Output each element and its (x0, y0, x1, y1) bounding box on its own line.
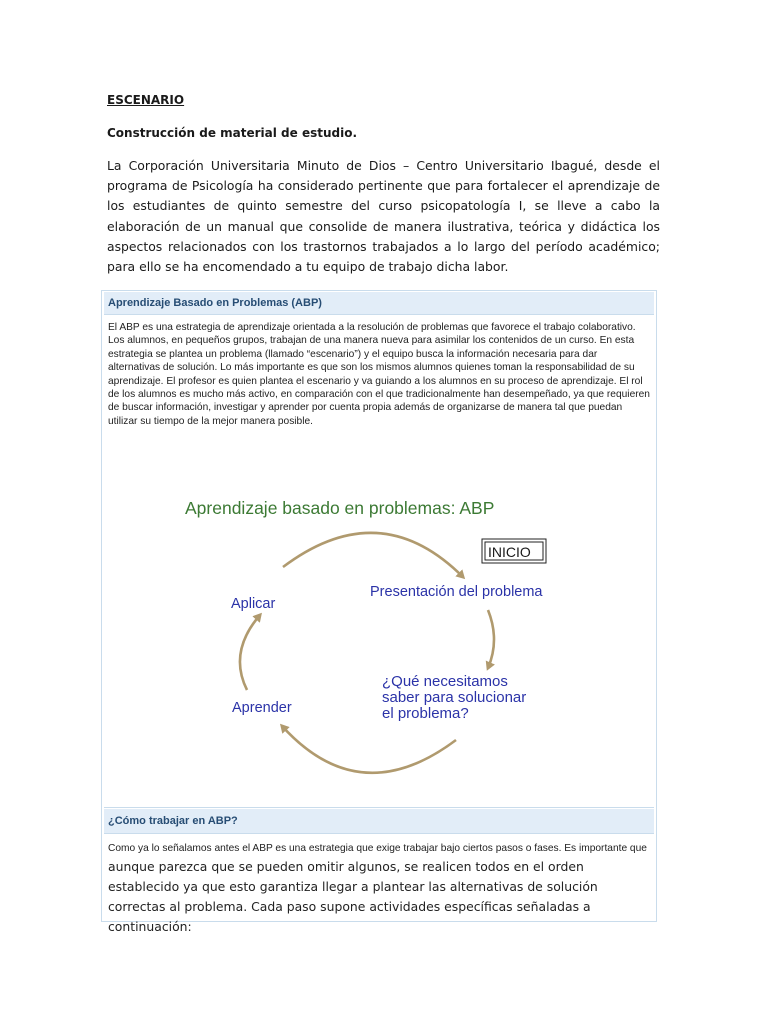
abp-section-header: Aprendizaje Basado en Problemas (ABP) (104, 292, 654, 315)
step-presentation: Presentación del problema (370, 584, 543, 600)
arrow-presentation-to-question (488, 610, 494, 668)
work-section-header: ¿Cómo trabajar en ABP? (104, 809, 654, 834)
step-learn: Aprender (232, 700, 292, 716)
arrow-question-to-learn (282, 726, 456, 773)
intro-paragraph: La Corporación Universitaria Minuto de Dios – Centro Universitario Ibagué, desde el programa de Psicología ha considerado pertinente que para fortalecer el aprendizaje de los estudiantes de quinto semestre del curso psicopatología I, se lleve a cabo la elaboración de un manual que consolide de manera ilustrativa, teórica y didáctica los aspectos relacionados con los trastornos trabajados a lo largo del período académico; para ello se ha encomendado a tu equipo de trabajo dicha labor. (107, 158, 660, 275)
step-apply: Aplicar (231, 596, 276, 612)
diagram-title: Aprendizaje basado en problemas: ABP (185, 498, 495, 518)
abp-section-body: El ABP es una estrategia de aprendizaje orientada a la resolución de problemas que favorece el trabajo colaborativo. Los alumnos, en pequeños grupos, trabajan de una manera nueva para asimilar los contenidos de un curso. En esta estrategia se plantea un problema (llamado “escenario”) y el equipo busca la información necesaria para dar alternativas de solución. Lo más importante es que son los mismos alumnos quienes toman la responsabilidad de su aprendizaje. El profesor es quien plantea el escenario y va guiando a los alumnos en su proceso de aprendizaje. El rol de los alumnos es mucho más activo, en comparación con el que tradicionalmente han desempeñado, ya que requieren de buscar información, investigar y aprender por cuenta propia además de organizarse de manera tal que puedan utilizar su tiempo de la mejor manera posible. (108, 322, 650, 427)
arrow-apply-to-presentation (283, 533, 463, 577)
scenario-heading: ESCENARIO (107, 93, 185, 107)
work-body-large: aunque parezca que se pueden omitir algunos, se realicen todos en el orden establecido ya que esto garantiza llegar a plantear las alternativas de solución correctas al problema. Cada paso supone actividades específicas señaladas a continuación: (108, 859, 598, 934)
step-question-line-3: el problema? (382, 705, 469, 722)
work-body-small: Como ya lo señalamos antes el ABP es una estrategia que exige trabajar bajo ciertos pasos o fases. Es importante que (108, 843, 647, 854)
start-label: INICIO (488, 544, 531, 560)
document-subtitle: Construcción de material de estudio. (107, 126, 358, 140)
arrow-learn-to-apply (240, 615, 260, 690)
step-question-line-2: saber para solucionar (382, 689, 527, 706)
step-question-line-1: ¿Qué necesitamos (382, 673, 508, 690)
